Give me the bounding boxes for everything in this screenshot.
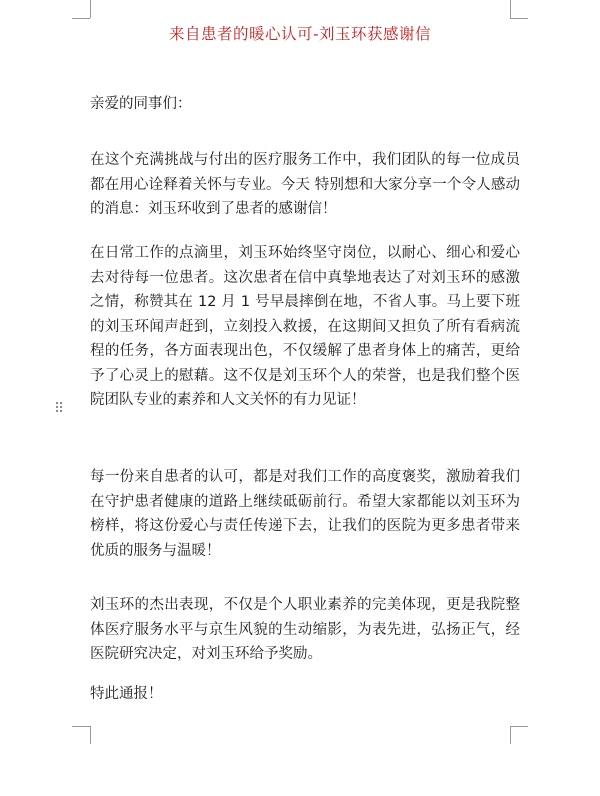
paragraph-5[interactable]: 特此通报！ — [90, 686, 163, 702]
paragraph-2[interactable]: 在日常工作的点滴里，刘玉环始终坚守岗位，以耐心、细心和爱心去对待每一位患者。这次患者在信中真挚地表达了对刘玉环的感激之情，称赞其在 12 月 1 号早晨摔倒在地，不省人事。马上要下班的刘玉环闻声赶到，立刻投入救援，在这期间又担负了所有看病流程的任务，各方面表现出色，不仅缓解了患者身体上的痛苦，更给予了心灵上的慰藉。这不仅是刘玉环个人的荣誉，也是我们整个医院团队专业的素养和人文关怀的有力见证！ — [90, 245, 520, 408]
greeting-line[interactable]: 亲爱的同事们： — [90, 96, 192, 112]
drag-handle-icon[interactable]: ⠿ — [54, 401, 63, 417]
paragraph-4[interactable]: 刘玉环的杰出表现，不仅是个人职业素养的完美体现，更是我院整体医疗服务水平与京生风貌的生动缩影，为表先进，弘扬正气，经医院研究决定，对刘玉环给予奖励。 — [90, 597, 520, 662]
document-title[interactable]: 来自患者的暖心认可-刘玉环获感谢信 — [168, 25, 432, 43]
paragraph-1[interactable]: 在这个充满挑战与付出的医疗服务工作中，我们团队的每一位成员都在用心诠释着关怀与专业。今天 特别想和大家分享一个令人感动的消息：刘玉环收到了患者的感谢信！ — [90, 152, 520, 217]
paragraph-3[interactable]: 每一份来自患者的认可，都是对我们工作的高度褒奖，激励着我们在守护患者健康的道路上继续砥砺前行。希望大家都能以刘玉环为榜样，将这份爱心与责任传递下去，让我们的医院为更多患者带来优质的服务与温暖！ — [90, 469, 520, 559]
